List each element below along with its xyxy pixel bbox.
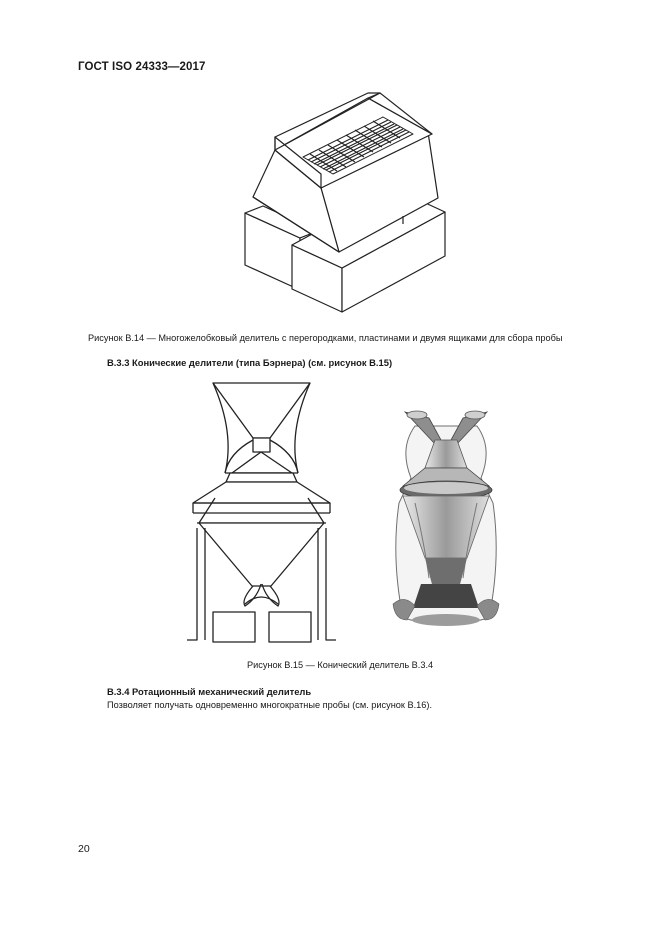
riffle-divider-drawing	[235, 90, 455, 320]
document-header: ГОСТ ISO 24333—2017	[78, 61, 206, 73]
section-b33-heading: В.3.3 Конические делители (типа Бэрнера) (см. рисунок В.15)	[107, 357, 393, 368]
section-b34-heading: В.3.4 Ротационный механический делитель	[107, 686, 312, 697]
figure-b15-caption: Рисунок В.15 — Конический делитель В.3.4	[247, 660, 434, 670]
figure-b14-caption: Рисунок В.14 — Многожелобковый делитель с перегородками, пластинами и двумя ящиками для сбора пробы	[88, 333, 563, 343]
page-number: 20	[78, 843, 90, 855]
conical-divider-drawing	[185, 378, 340, 648]
conical-divider-photo	[385, 408, 507, 634]
section-b34-text: Позволяет получать одновременно многократные пробы (см. рисунок В.16).	[107, 700, 433, 710]
